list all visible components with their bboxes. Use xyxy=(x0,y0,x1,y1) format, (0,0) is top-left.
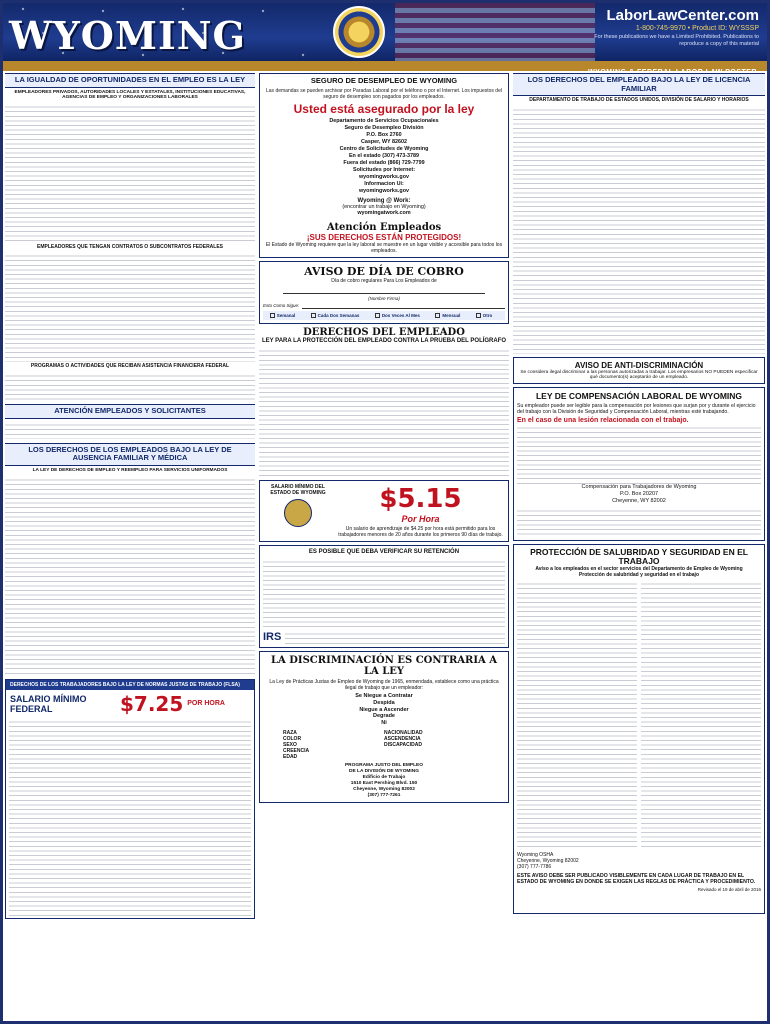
anti-discrimination-box xyxy=(513,357,765,384)
payday-option[interactable]: Dos Veces Al Mes xyxy=(375,313,420,318)
workers-comp-box xyxy=(513,387,765,541)
office-line: Solicitudes por Internet: xyxy=(353,166,415,173)
office-line: wyomingworks.gov xyxy=(358,173,410,180)
payday-option[interactable]: Cada Dos Semanas xyxy=(311,313,360,318)
wyoming-at-work-line: (encontrar un trabajo en Wyoming) xyxy=(342,203,426,210)
discrim-bullet: Despida xyxy=(373,699,395,706)
office-line: Departamento de Servicios Ocupacionales xyxy=(329,117,439,124)
state-min-wage-text: Un salario de aprendizaje de $4.25 por hora está permitido para los trabajadores menores de 20 años durante los primeros 90 días de trabajo. xyxy=(338,525,503,538)
userra-title: LA LEY DE DERECHOS DE EMPLEO Y REEMPLEO PARA SERVICIOS UNIFORMADOS xyxy=(32,468,228,474)
poster-header xyxy=(3,3,767,61)
brand-notice: For these publications we have a Limited Prohibited. Publications to reproduce a copy of this material xyxy=(594,34,759,47)
unemployment-insured: Usted está asegurado por la ley xyxy=(293,101,475,116)
payday-notice-box xyxy=(259,261,509,324)
attention-applicants-title: ATENCIÓN EMPLEADOS Y SOLICITANTES xyxy=(5,404,255,419)
family-leave-text xyxy=(513,106,765,354)
unemployment-box xyxy=(259,73,509,258)
office-line: Centro de Solicitudes de Wyoming xyxy=(339,145,429,152)
column-left xyxy=(5,73,255,1021)
workers-comp-footer-text xyxy=(517,507,761,537)
flag-decoration xyxy=(395,3,595,61)
anti-discrimination-text: Se considera ilegal discriminar a las personas autorizadas a trabajar. Los empresarios NO PUEDEN especificar qué documento(s) aceptarán de un empleado. xyxy=(520,370,758,380)
discrim-category: ASCENDENCIA xyxy=(384,736,421,743)
state-min-wage-box xyxy=(259,480,509,542)
discrim-category: DISCAPACIDAD xyxy=(384,742,422,749)
office-line: P.O. Box 2760 xyxy=(366,131,402,138)
office-line: Casper, WY 82602 xyxy=(360,138,408,145)
withholding-text xyxy=(263,558,505,628)
anti-discrimination-title: AVISO DE ANTI-DISCRIMINACIÓN xyxy=(574,361,704,370)
irs-text xyxy=(285,630,505,644)
payday-option[interactable]: Otro xyxy=(476,313,493,318)
discrim-category: EDAD xyxy=(283,754,298,761)
federal-assistance-text xyxy=(5,372,255,400)
withholding-title: ES POSIBLE QUE DEBA VERIFICAR SU RETENCIÓN xyxy=(308,548,460,555)
discrim-bullet: Ni xyxy=(381,720,387,727)
contact-line: (307) 777-7786 xyxy=(517,864,552,871)
unemployment-office-lines xyxy=(263,118,505,195)
revised-date: Revisado el 19 de abril de 2016 xyxy=(697,887,761,893)
polygraph-text xyxy=(259,347,509,477)
federal-min-wage-text xyxy=(6,718,254,918)
federal-min-wage-value: $7.25 xyxy=(120,691,184,716)
discrim-bullet: Niegue a Ascender xyxy=(359,706,409,713)
contact-line: 1510 East Pershing Blvd. 150 xyxy=(350,781,418,787)
contact-line: (307) 777-7261 xyxy=(367,793,401,799)
payday-title: AVISO DE DÍA DE COBRO xyxy=(304,264,464,278)
attention-employees-text: El Estado de Wyoming requiere que la ley laboral se muestre en un lugar visible y accesible para todos los empleados. xyxy=(265,241,503,254)
discrimination-contact xyxy=(263,763,505,799)
userra-text xyxy=(5,476,255,676)
discrim-category: NACIONALIDAD xyxy=(384,730,423,737)
contact-line: Wyoming OSHA xyxy=(517,852,554,859)
state-title: WYOMING xyxy=(9,13,246,58)
workers-comp-injury: En el caso de una lesión relacionada con el trabajo. xyxy=(517,417,689,424)
header-subtitle-bar xyxy=(3,61,767,71)
fmla-title: LOS DERECHOS DE LOS EMPLEADOS BAJO LA LEY DE AUSENCIA FAMILIAR Y MÉDICA xyxy=(5,443,255,466)
state-seal-icon xyxy=(333,6,385,58)
column-right xyxy=(513,73,765,1021)
contact-line: DE LA DIVISIÓN DE WYOMING xyxy=(349,769,419,775)
wyoming-at-work-link[interactable]: wyomingatwork.com xyxy=(357,209,411,216)
federal-contracts-title: EMPLEADORES QUE TENGAN CONTRATOS O SUBCONTRATOS FEDERALES xyxy=(36,243,224,250)
osha-subtitle: Aviso a los empleados en el sector servicios del Departamento de Empleo de Wyoming xyxy=(535,566,743,573)
payday-field-label: Esto Como Sigue: xyxy=(263,303,300,309)
osha-title: PROTECCIÓN DE SALUBRIDAD Y SEGURIDAD EN EL TRABAJO xyxy=(530,546,748,566)
office-line: Informacion Ui: xyxy=(364,180,404,187)
office-line: wyomingworks.gov xyxy=(358,187,410,194)
brand-logo[interactable]: LaborLawCenter.com xyxy=(606,7,759,24)
state-min-wage-head: SALARIO MÍNIMO DEL ESTADO DE WYOMING xyxy=(270,483,326,496)
polygraph-section xyxy=(259,327,509,477)
discrim-category: SEXO xyxy=(283,742,297,749)
office-line: Seguro de Desempleo División xyxy=(344,124,424,131)
discrim-category: COLOR xyxy=(283,736,302,743)
workers-comp-title: LEY DE COMPENSACIÓN LABORAL DE WYOMING xyxy=(535,391,743,401)
federal-contracts-text xyxy=(5,252,255,362)
discrimination-title: LA DISCRIMINACIÓN ES CONTRARIA A LA LEY xyxy=(270,654,498,677)
attention-employees-title: Atención Empleados xyxy=(326,221,442,233)
workers-comp-text xyxy=(517,424,761,484)
payday-field-name: (Nombre Firma) xyxy=(368,295,400,301)
payday-option[interactable]: Semanal xyxy=(270,313,296,318)
osha-contact xyxy=(517,852,761,870)
brand-block xyxy=(589,7,759,47)
state-min-wage-unit: Por Hora xyxy=(401,513,440,524)
address-line: Compensación para Trabajadores de Wyoming xyxy=(581,484,697,490)
discrim-category: RAZA xyxy=(283,730,297,737)
polygraph-subtitle: LEY PARA LA PROTECCIÓN DEL EMPLEADO CONTRA LA PRUEBA DEL POLÍGRAFO xyxy=(261,337,507,344)
osha-text-right xyxy=(641,580,761,850)
osha-footer: ESTE AVISO DEBE SER PUBLICADO VISIBLEMENTE EN CADA LUGAR DE TRABAJO EN EL ESTADO DE WYOMING EN DONDE SE EXIGEN LAS REGLAS DE PRÁCTICA Y PROCEDIMIENTO. xyxy=(517,873,756,886)
workers-comp-intro: Su empleador puede ser legible para la compensación por lesiones que surjan por y durante el ejercicio del trabajo con la División de Seguridad y Compensación Laboral, mientras esté trabajando. xyxy=(517,403,756,415)
unemployment-title: SEGURO DE DESEMPLEO DE WYOMING xyxy=(310,76,458,85)
irs-logo-icon: IRS xyxy=(263,630,282,643)
osha-subtitle-2: Protección de salubridad y seguridad en el trabajo xyxy=(578,572,700,579)
state-seal-icon xyxy=(284,499,312,527)
wyoming-at-work-title: Wyoming @ Work: xyxy=(357,197,411,204)
equal-opportunity-title: LA IGUALDAD DE OPORTUNIDADES EN EL EMPLEO ES LA LEY xyxy=(5,73,255,88)
payday-option[interactable]: Mensual xyxy=(435,313,460,318)
state-min-wage-value: $5.15 xyxy=(379,483,462,514)
office-line: En el estado (307) 473-3789 xyxy=(348,152,420,159)
address-line: Cheyenne, WY 82002 xyxy=(612,497,666,504)
discrimination-text: La Ley de Prácticas Justas de Empleo de Wyoming de 1965, enmendada, establece como una práctica ilegal de trabajo que un empleador: xyxy=(269,678,499,691)
brand-phone: 1-800-745-9970 • Product ID: WYSSSP xyxy=(635,25,759,32)
discrimination-box xyxy=(259,651,509,803)
column-middle xyxy=(259,73,509,1021)
federal-assistance-title: PROGRAMAS O ACTIVIDADES QUE RECIBAN ASISTENCIA FINANCIERA FEDERAL xyxy=(30,363,230,370)
osha-box xyxy=(513,544,765,914)
contact-line: Cheyenne, Wyoming 82002 xyxy=(517,858,579,865)
unemployment-text: Las demandas se pueden archivar por Paradas Laboral por el teléfono o por el Internet. Los impuestos del seguro de desempleo son pagados por los empleados. xyxy=(266,87,502,100)
polygraph-title: DERECHOS DEL EMPLEADO xyxy=(303,326,465,338)
family-leave-title: LOS DERECHOS DEL EMPLEADO BAJO LA LEY DE LICENCIA FAMILIAR xyxy=(513,73,765,96)
workers-comp-address xyxy=(517,484,761,505)
federal-min-wage-unit: POR HORA xyxy=(187,700,225,708)
office-line: Fuera del estado (866) 729-7799 xyxy=(343,159,425,166)
osha-text-left xyxy=(517,580,637,850)
withholding-box xyxy=(259,545,509,648)
equal-opportunity-subtitle: EMPLEADORES PRIVADOS, AUTORIDADES LOCALES Y ESTATALES, INSTITUCIONES EDUCATIVAS, AGENCIAS DE EMPLEO Y ORGANIZACIONES LABORALES xyxy=(14,89,246,101)
payday-options xyxy=(263,311,505,320)
contact-line: Cheyenne, Wyoming 82002 xyxy=(353,787,415,793)
payday-subtitle: Día de cobro regulares Para Los Empleados de xyxy=(331,277,437,284)
federal-min-wage-box xyxy=(5,679,255,919)
rights-protected: ¡SUS DERECHOS ESTÁN PROTEGIDOS! xyxy=(306,232,462,242)
contact-line: Edificio de Trabajo xyxy=(362,775,406,781)
federal-min-wage-intro: DERECHOS DE LOS TRABAJADORES BAJO LA LEY DE NORMAS JUSTAS DE TRABAJO (FLSA) xyxy=(6,680,254,690)
contact-line: PROGRAMA JUSTO DEL EMPLEO xyxy=(344,763,423,769)
address-line: P.O. Box 20207 xyxy=(619,490,659,497)
family-leave-subtitle: DEPARTAMENTO DE TRABAJO DE ESTADOS UNIDOS, DIVISIÓN DE SALARIO Y HORARIOS xyxy=(529,97,749,104)
discrim-category: CREENCIA xyxy=(283,748,310,755)
attention-applicants-text xyxy=(5,421,255,439)
equal-opportunity-text xyxy=(5,103,255,243)
federal-min-wage-head: SALARIO MÍNIMO FEDERAL xyxy=(10,693,87,714)
discrim-bullet: Degrade xyxy=(372,713,395,720)
discrim-bullet: Se Niegue a Contratar xyxy=(355,692,413,699)
